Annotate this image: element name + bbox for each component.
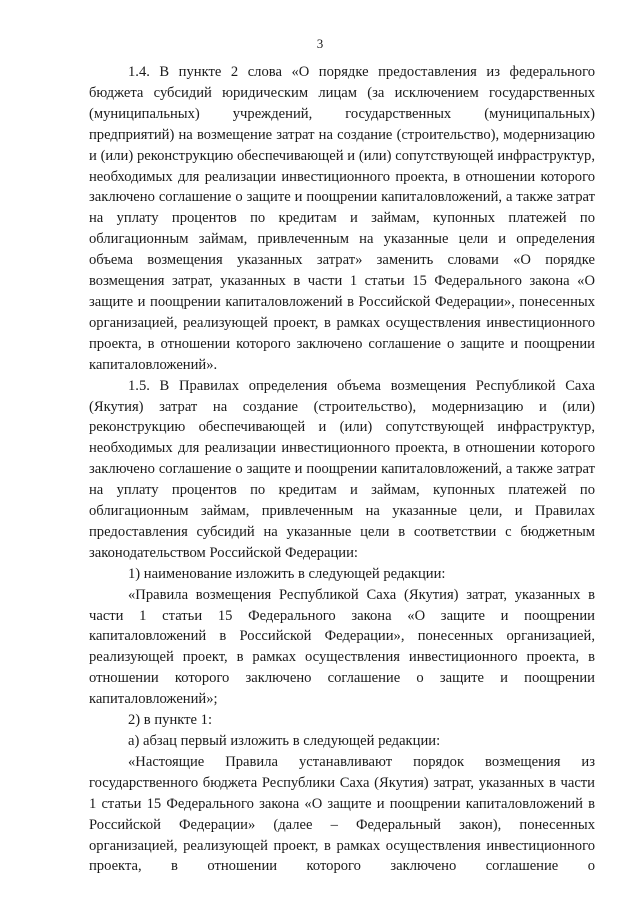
paragraph-1-5: 1.5. В Правилах определения объема возмещения Республикой Саха (Якутия) затрат на создание (строительство), модернизацию и (или) реконструкцию обеспечивающей и (или) сопутствующей инфраструктур, необходимых для реализации инвестиционного проекта, в отношении которого заключено соглашение о защите и поощрении капиталовложений, а также затрат на уплату процентов по кредитам и займам, купонных платежей по облигационным займам, привлеченным на указанные цели, и Правилах предоставления субсидий на указанные цели в соответствии с бюджетным законодательством Российской Федерации: [89,377,595,561]
paragraph-quoted-title: «Правила возмещения Республикой Саха (Якутия) затрат, указанных в части 1 статьи 15 Федерального закона «О защите и поощрении капиталовложений в Российской Федерации», понесенных организацией, реализующей проект, в рамках осуществления инвестиционного проекта, в отношении которого заключено соглашение о защите и поощрении капиталовложений»; [89,586,595,708]
paragraph-subitem-a: а) абзац первый изложить в следующей редакции: [128,733,441,749]
paragraph-1-4: 1.4. В пункте 2 слова «О порядке предоставления из федерального бюджета субсидий юридическим лицам (за исключением государственных (муниципальных) учреждений, государственных (муниципальных) предприятий) на возмещение затрат на создание (строительство), модернизацию и (или) реконструкцию обеспечивающей и (или) сопутствующей инфраструктур, необходимых для реализации инвестиционного проекта, в отношении которого заключено соглашение о защите и поощрении капиталовложений, а также затрат на уплату процентов по кредитам и займам, купонных платежей по облигационным займам, привлеченным на указанные цели и определения объема возмещения указанных затрат» заменить словами «О порядке возмещения затрат, указанных в части 1 статьи 15 Федерального закона «О защите и поощрении капиталовложений в Российской Федерации», понесенных организацией, реализующей проект, в рамках осуществления инвестиционного проекта, в отношении которого заключено соглашение о защите и поощрении капиталовложений». [89,64,595,373]
page-number: 3 [316,36,324,51]
paragraph-quoted-rules: «Настоящие Правила устанавливают порядок возмещения из государственного бюджета Республики Саха (Якутия) затрат, указанных в части 1 статьи 15 Федерального закона «О защите и поощрении капиталовложений в Российской Федерации» (далее – Федеральный закон), понесенных организацией, реализующей проект, в рамках осуществления инвестиционного проекта, в отношении которого заключено соглашение о [89,753,595,875]
document-body [89,62,595,877]
paragraph-item-1: 1) наименование изложить в следующей редакции: [128,565,446,582]
paragraph-item-2: 2) в пункте 1: [128,712,213,729]
